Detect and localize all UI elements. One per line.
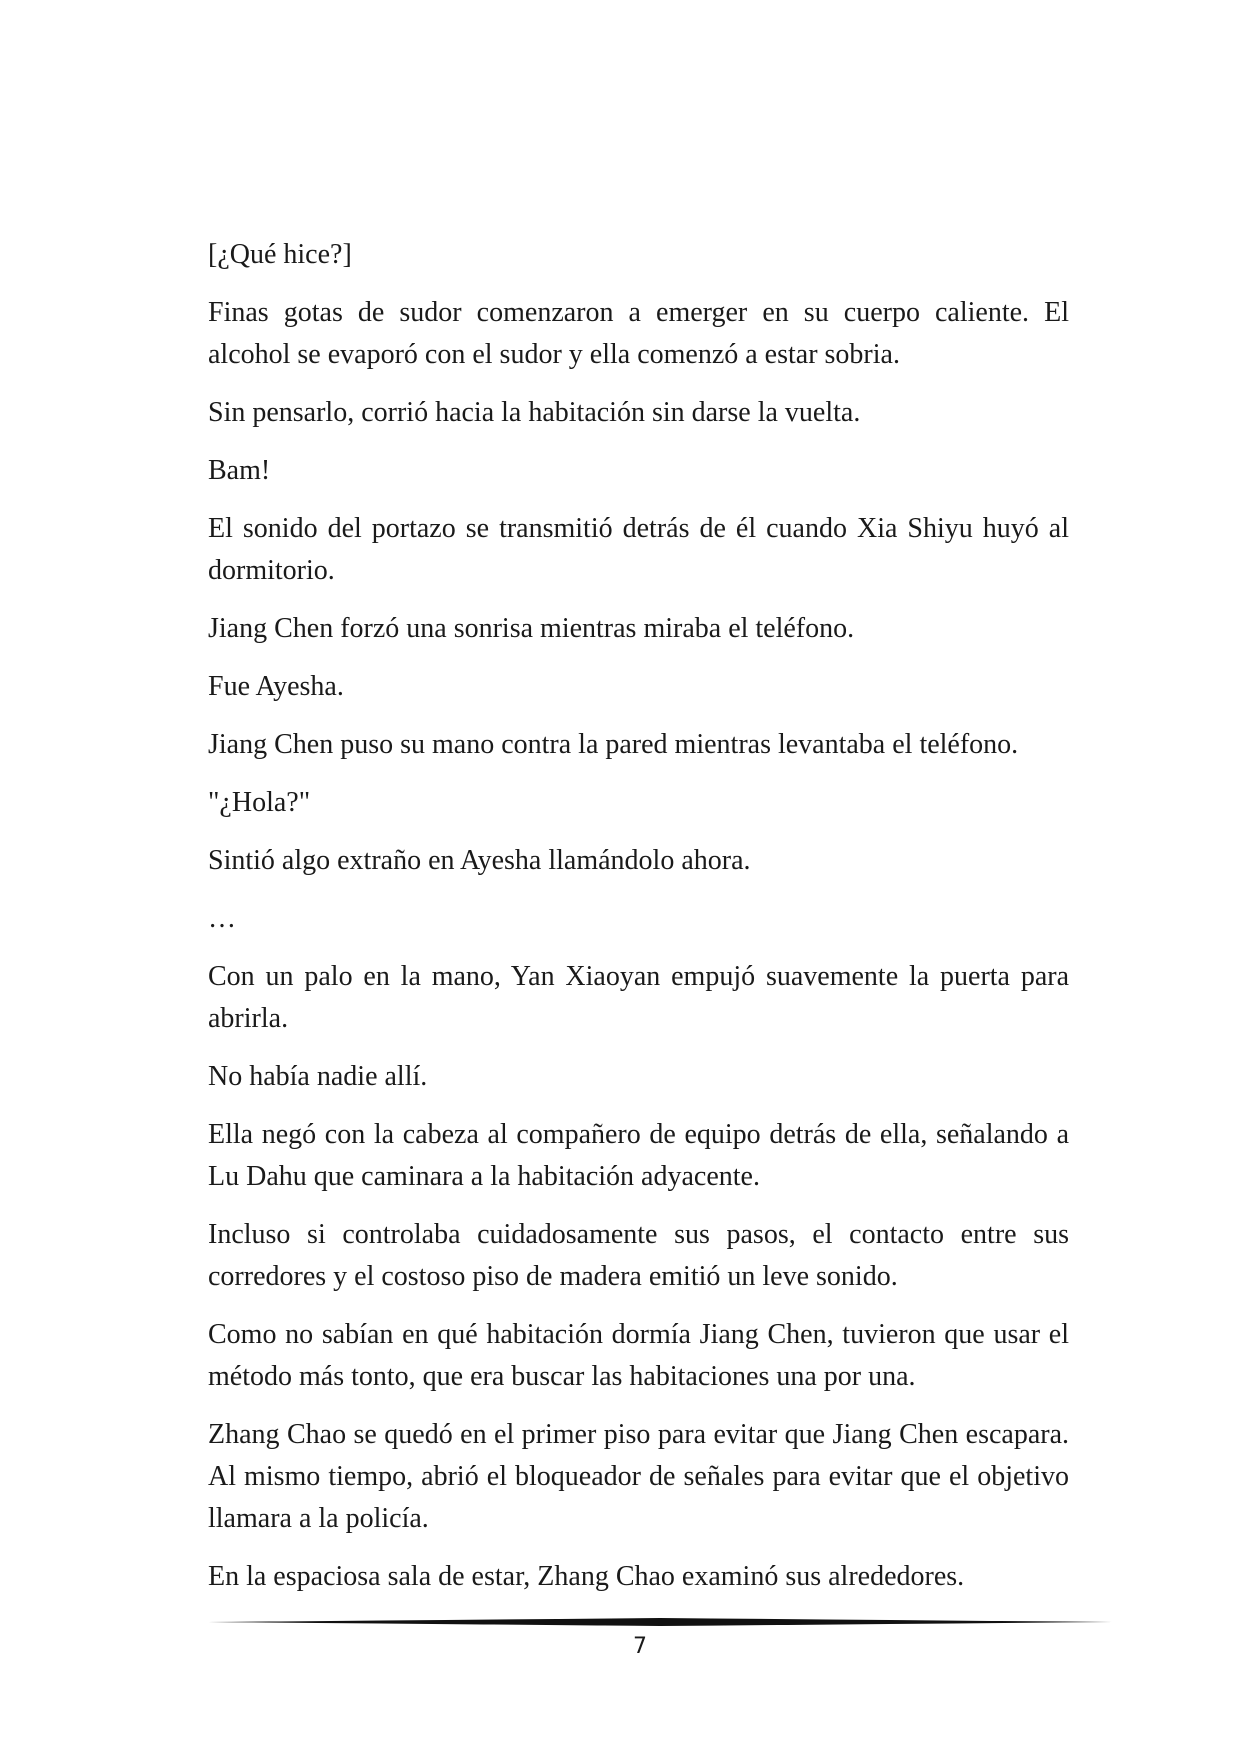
paragraph: En la espaciosa sala de estar, Zhang Chao examinó sus alrededores.	[208, 1561, 965, 1592]
paragraph: Sin pensarlo, corrió hacia la habitación sin darse la vuelta.	[208, 397, 861, 428]
paragraph: [¿Qué hice?]	[208, 239, 352, 270]
page-number: 7	[633, 1634, 647, 1659]
paragraph: Jiang Chen forzó una sonrisa mientras miraba el teléfono.	[208, 613, 855, 644]
footer-divider	[208, 1616, 1112, 1628]
paragraph: Sintió algo extraño en Ayesha llamándolo ahora.	[208, 845, 751, 876]
paragraph: Con un palo en la mano, Yan Xiaoyan empujó suavemente la puerta para abrirla.	[208, 961, 1069, 1034]
paragraph: Zhang Chao se quedó en el primer piso para evitar que Jiang Chen escapara. Al mismo tiempo, abrió el bloqueador de señales para evitar que el objetivo llamara a la policía.	[208, 1419, 1069, 1534]
paragraph: Como no sabían en qué habitación dormía Jiang Chen, tuvieron que usar el método más tonto, que era buscar las habitaciones una por una.	[208, 1319, 1069, 1392]
paragraph: "¿Hola?"	[208, 787, 311, 818]
paragraph: Fue Ayesha.	[208, 671, 344, 702]
body-text	[208, 234, 1069, 1614]
paragraph: Jiang Chen puso su mano contra la pared mientras levantaba el teléfono.	[208, 729, 1019, 760]
paragraph: …	[208, 903, 236, 934]
paragraph: Bam!	[208, 455, 271, 486]
paragraph: Incluso si controlaba cuidadosamente sus pasos, el contacto entre sus corredores y el costoso piso de madera emitió un leve sonido.	[208, 1219, 1069, 1292]
paragraph: No había nadie allí.	[208, 1061, 428, 1092]
paragraph: Finas gotas de sudor comenzaron a emerger en su cuerpo caliente. El alcohol se evaporó con el sudor y ella comenzó a estar sobria.	[208, 297, 1069, 370]
paragraph: Ella negó con la cabeza al compañero de equipo detrás de ella, señalando a Lu Dahu que caminara a la habitación adyacente.	[208, 1119, 1069, 1192]
paragraph: El sonido del portazo se transmitió detrás de él cuando Xia Shiyu huyó al dormitorio.	[208, 513, 1069, 586]
